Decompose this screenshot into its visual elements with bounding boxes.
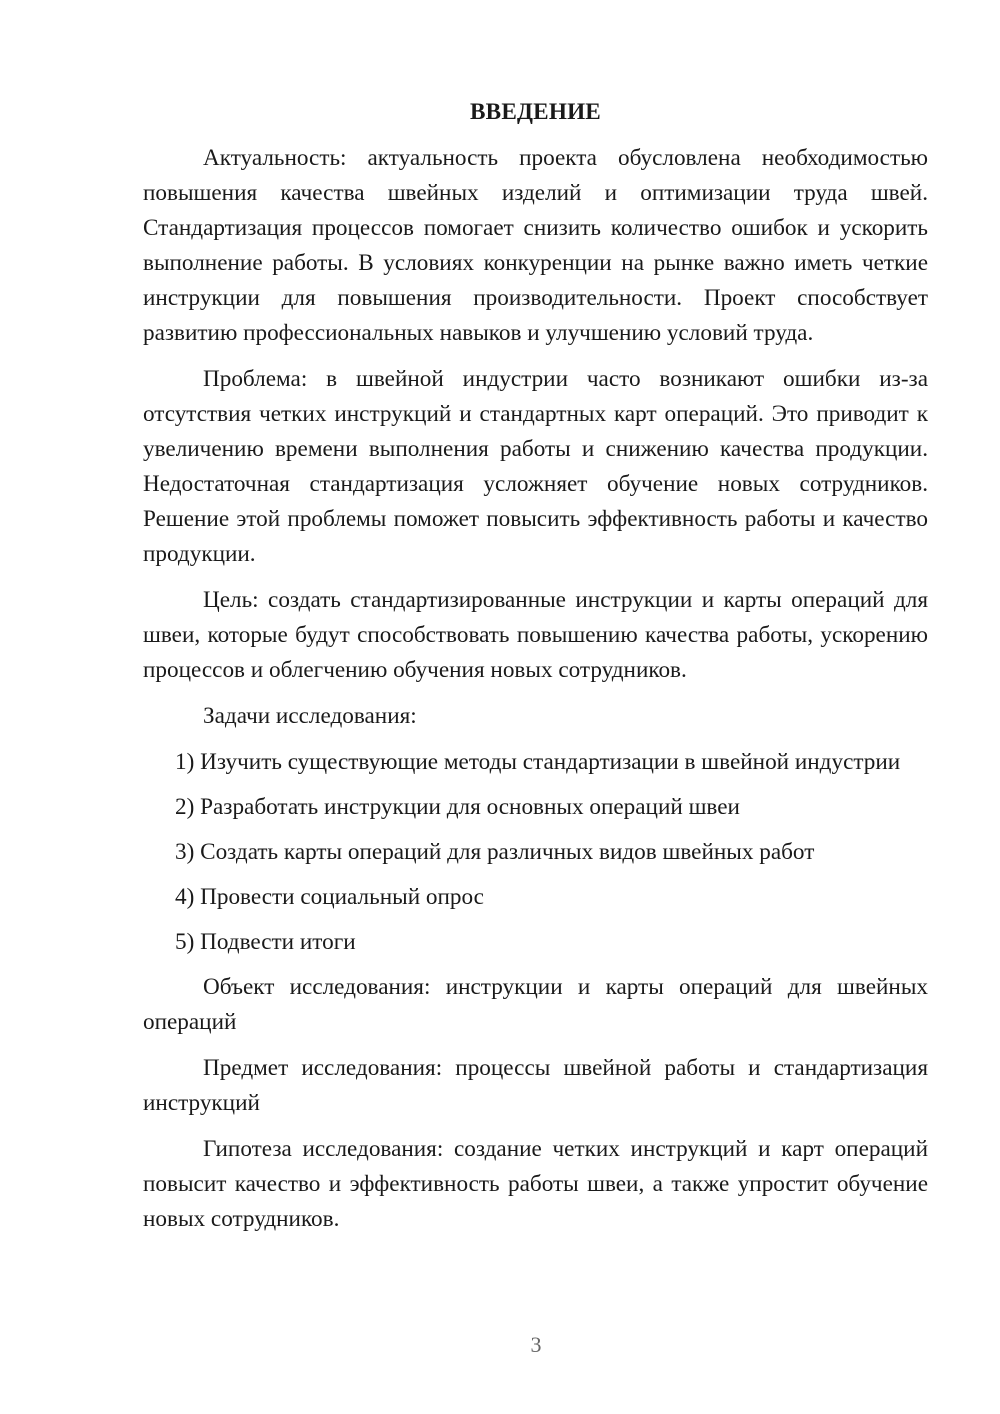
task-item-3: 3) Создать карты операций для различных видов швейных работ bbox=[175, 839, 815, 865]
task-item-5: 5) Подвести итоги bbox=[175, 929, 356, 955]
page-title: ВВЕДЕНИЕ bbox=[470, 99, 601, 125]
paragraph-problem: Проблема: в швейной индустрии часто возникают ошибки из-за отсутствия четких инструкций и стандартных карт операций. Это приводит к увеличению времени выполнения работы и снижению качества продукции. Недостаточная стандартизация усложняет обучение новых сотрудников. Решение этой проблемы поможет повысить эффективность работы и качество продукции. bbox=[143, 366, 928, 567]
paragraph-object: Объект исследования: инструкции и карты операций для швейных операций bbox=[143, 974, 928, 1035]
paragraph-subject: Предмет исследования: процессы швейной работы и стандартизация инструкций bbox=[143, 1055, 928, 1116]
task-item-4: 4) Провести социальный опрос bbox=[175, 884, 484, 910]
paragraph-relevance: Актуальность: актуальность проекта обусловлена необходимостью повышения качества швейных изделий и оптимизации труда швей. Стандартизация процессов помогает снизить количество ошибок и ускорить выполнение работы. В условиях конкуренции на рынке важно иметь четкие инструкции для повышения производительности. Проект способствует развитию профессиональных навыков и улучшению условий труда. bbox=[143, 145, 928, 346]
tasks-heading: Задачи исследования: bbox=[203, 703, 417, 729]
page-number: 3 bbox=[530, 1332, 542, 1357]
paragraph-hypothesis: Гипотеза исследования: создание четких инструкций и карт операций повысит качество и эффективность работы швеи, а также упростит обучение новых сотрудников. bbox=[143, 1136, 928, 1232]
page-content bbox=[143, 95, 928, 1248]
paragraph-goal: Цель: создать стандартизированные инструкции и карты операций для швеи, которые будут способствовать повышению качества работы, ускорению процессов и облегчению обучения новых сотрудников. bbox=[143, 587, 928, 683]
task-item-1: 1) Изучить существующие методы стандартизации в швейной индустрии bbox=[175, 749, 901, 775]
task-item-2: 2) Разработать инструкции для основных операций швеи bbox=[175, 794, 740, 820]
tasks-list bbox=[143, 745, 928, 960]
